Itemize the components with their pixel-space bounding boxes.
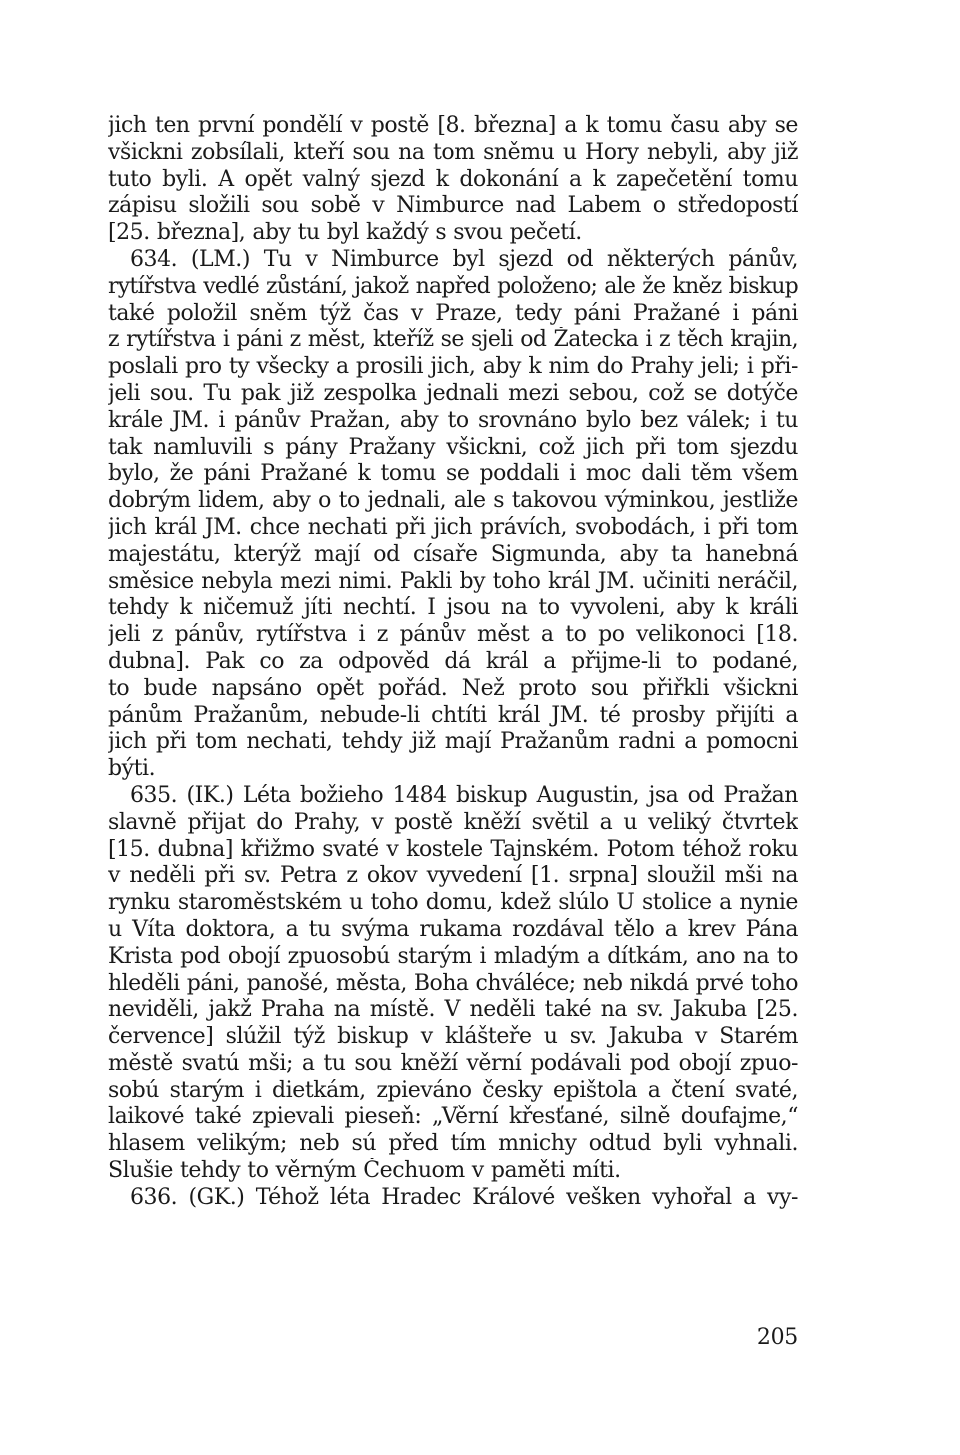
text-line: tak namluvili s pány Pražany všickni, což jich při tom sjezdu: [108, 434, 798, 460]
text-line: 636. (GK.) Téhož léta Hradec Králové vešken vyhořal a vy-: [130, 1184, 798, 1210]
text-line: v neděli při sv. Petra z okov vyvedení [1. srpna] sloužil mši na: [108, 863, 798, 889]
text-line: jeli sou. Tu pak již zespolka jednali mezi sebou, což se dotýče: [108, 380, 798, 406]
page-body: [108, 113, 798, 1212]
text-line: to bude napsáno opět pořád. Než proto sou přiřkli všickni: [108, 675, 798, 701]
text-line: 634. (LM.) Tu v Nimburce byl sjezd od některých pánův,: [130, 246, 798, 272]
text-line: bylo, že páni Pražané k tomu se poddali i moc dali těm všem: [108, 461, 798, 487]
text-line: Krista pod obojí zpuosobú starým i mladým a dítkám, ano na to: [108, 943, 798, 969]
text-line: [25. března], aby tu byl každý s svou pečetí.: [108, 220, 582, 246]
text-line: směsice nebyla mezi nimi. Pakli by toho král JM. učiniti neráčil,: [108, 568, 798, 594]
text-line: dubna]. Pak co za odpověd dá král a přijme-li to podané,: [108, 648, 798, 674]
text-line: slavně přijat do Prahy, v postě kněží světil a u veliký čtvrtek: [108, 809, 798, 835]
text-line: z rytířstva i páni z měst, kteříž se sjeli od Žatecka i z těch krajin,: [108, 327, 798, 353]
text-line: jeli z pánův, rytířstva i z pánův měst a to po velikonoci [18.: [108, 622, 798, 648]
text-line: majestátu, kterýž mají od císaře Sigmunda, aby ta hanebná: [108, 541, 798, 567]
text-line: městě svatú mši; a tu sou kněží věrní podávali pod obojí zpuo-: [108, 1050, 798, 1076]
text-line: Slušie tehdy to věrným Čechuom v paměti míti.: [108, 1158, 621, 1184]
text-line: jich ten první pondělí v postě [8. března] a k tomu času aby se: [108, 113, 798, 138]
text-line: [15. dubna] křižmo svaté v kostele Tajnském. Potom téhož roku: [108, 836, 798, 862]
text-line: tehdy k ničemuž jíti nechtí. I jsou na to vyvoleni, aby k králi: [108, 595, 798, 621]
text-line: zápisu složili sou sobě v Nimburce nad Labem o středopostí: [108, 193, 798, 219]
text-line: jich při tom nechati, tehdy již mají Pražanům radni a pomocni: [108, 729, 798, 755]
text-line: sobú starým i dietkám, zpieváno česky epištola a čtení svaté,: [108, 1077, 798, 1103]
text-line: rynku staroměstském u toho domu, kdež slúlo U stolice a nynie: [108, 890, 798, 916]
text-line: rytířstva vedlé zůstání, jakož napřed položeno; ale že kněz biskup: [108, 273, 798, 299]
text-line: července] slúžil týž biskup v klášteře u sv. Jakuba v Starém: [108, 1024, 798, 1050]
text-line: hlasem velikým; neb sú před tím mnichy odtud byli vyhnali.: [108, 1131, 798, 1157]
text-line: také položil sněm týž čas v Praze, tedy páni Pražané i páni: [108, 300, 798, 326]
text-line: tuto byli. A opět valný sjezd k dokonání a k zapečetění tomu: [108, 166, 798, 192]
text-line: býti.: [108, 756, 156, 782]
page-number: 205: [756, 1325, 798, 1350]
text-line: u Víta doktora, a tu svýma rukama rozdával tělo a krev Pána: [108, 916, 798, 942]
text-line: hleděli páni, panošé, města, Boha chváléce; neb nikdá prvé toho: [108, 970, 798, 996]
text-line: dobrým lidem, aby o to jednali, ale s takovou výminkou, jestliže: [108, 488, 798, 514]
text-line: jich král JM. chce nechati při jich právích, svobodách, i při tom: [108, 514, 798, 540]
text-line: laikové také zpievali pieseň: „Věrní křesťané, silně doufajme,“: [108, 1104, 798, 1130]
text-line: pánům Pražanům, nebude-li chtíti král JM. té prosby přijíti a: [108, 702, 798, 728]
text-line: 635. (IK.) Léta božieho 1484 biskup Augustin, jsa od Pražan: [130, 782, 798, 808]
text-line: krále JM. i pánův Pražan, aby to srovnáno bylo bez válek; i tu: [108, 407, 798, 433]
text-line: všickni zobsílali, kteří sou na tom sněmu u Hory nebyli, aby již: [108, 139, 798, 165]
text-line: poslali pro ty všecky a prosili jich, aby k nim do Prahy jeli; i při-: [108, 354, 798, 380]
text-line: neviděli, jakž Praha na místě. V neděli také na sv. Jakuba [25.: [108, 997, 798, 1023]
